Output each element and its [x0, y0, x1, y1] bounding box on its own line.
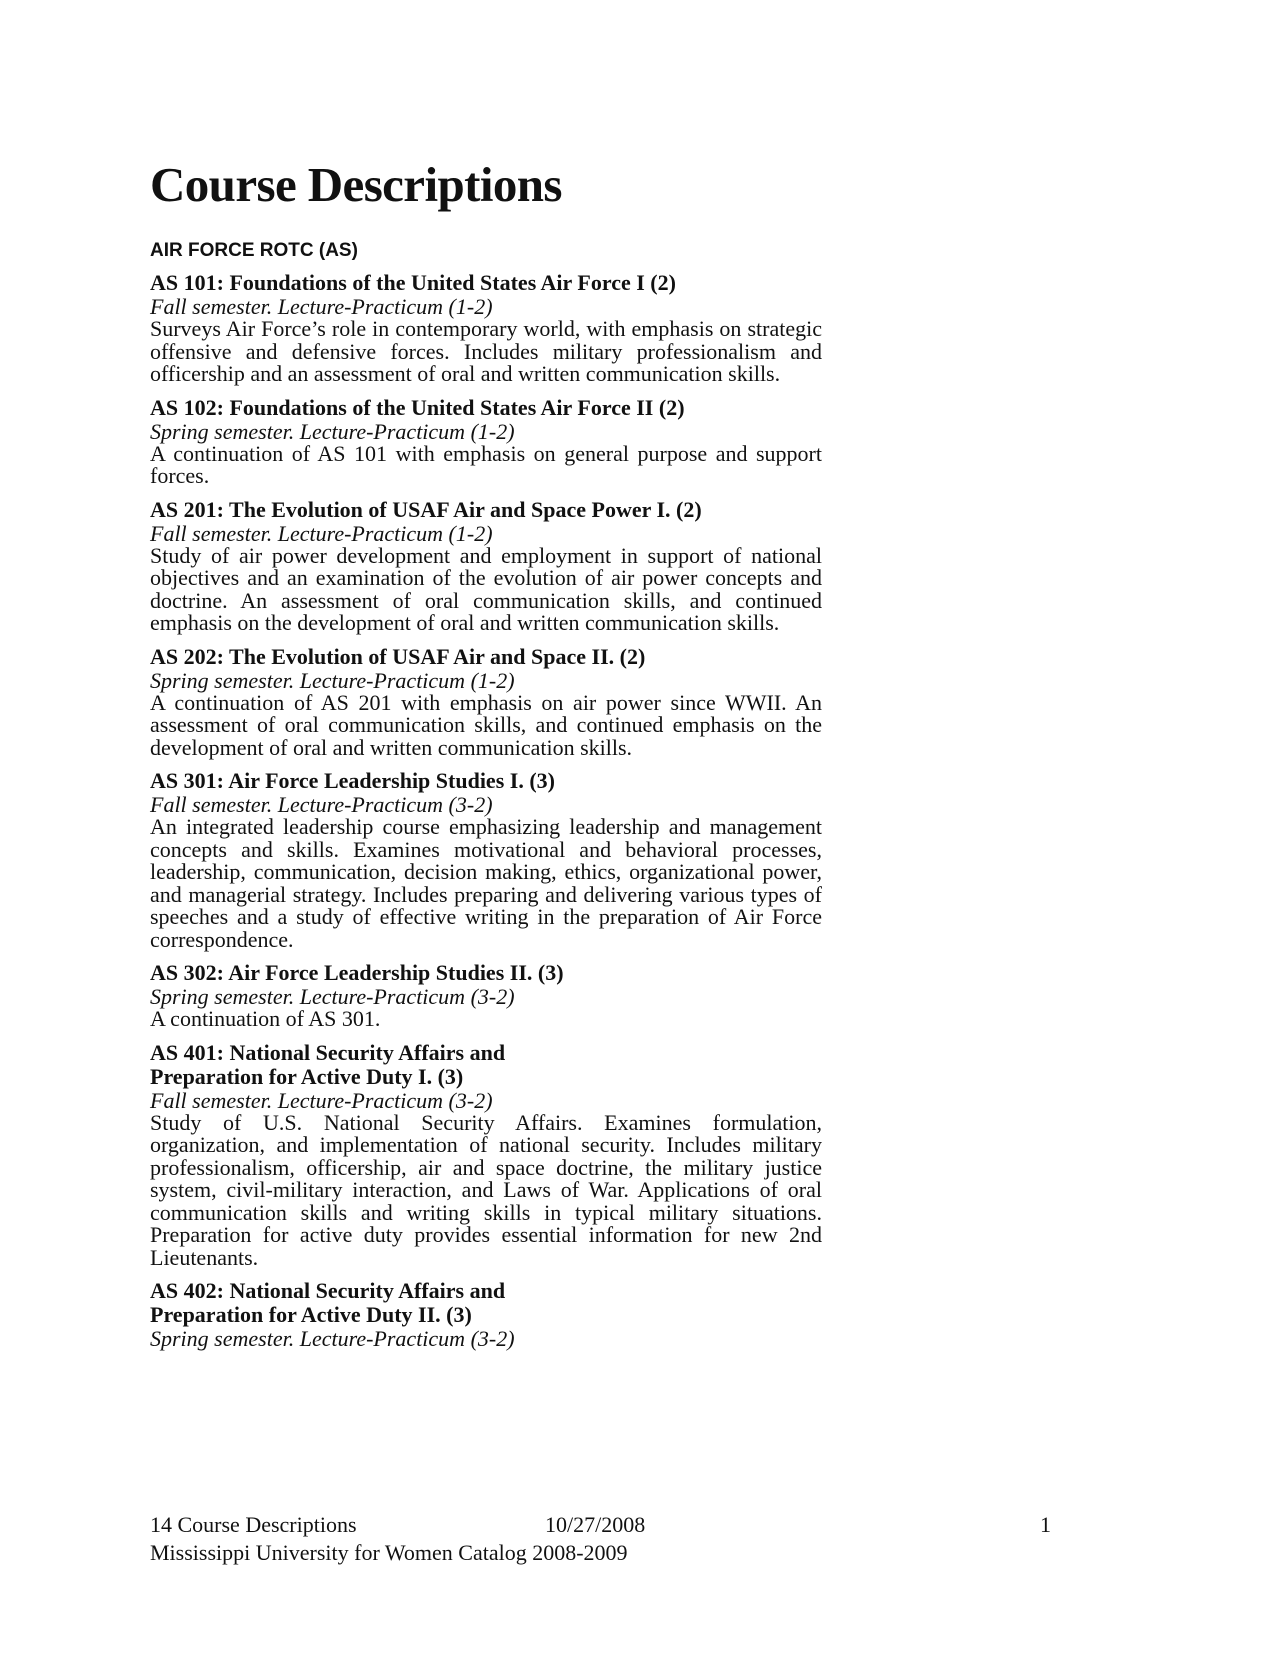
page-number: 1: [1040, 1512, 1051, 1537]
course-as-201: [150, 498, 822, 635]
footer-date: 10/27/2008: [545, 1512, 646, 1537]
section-heading: AIR FORCE ROTC (AS): [150, 240, 358, 261]
course-title: AS 301: Air Force Leadership Studies I. (3): [150, 768, 555, 793]
course-as-102: [150, 396, 822, 488]
course-schedule: Fall semester. Lecture-Practicum (3-2): [150, 1087, 493, 1113]
course-as-202: [150, 645, 822, 760]
course-title: AS 302: Air Force Leadership Studies II. (3): [150, 960, 564, 985]
course-schedule: Spring semester. Lecture-Practicum (1-2): [150, 418, 515, 444]
course-schedule: Spring semester. Lecture-Practicum (1-2): [150, 667, 515, 693]
course-title: AS 201: The Evolution of USAF Air and Space Power I. (2): [150, 496, 702, 522]
course-title: AS 401: National Security Affairs and: [150, 1039, 506, 1065]
course-schedule: Spring semester. Lecture-Practicum (3-2): [150, 984, 515, 1009]
footer-catalog-name: Mississippi University for Women Catalog 2008-2009: [150, 1540, 628, 1565]
footer-section-label: 14 Course Descriptions: [150, 1512, 357, 1537]
course-schedule: Fall semester. Lecture-Practicum (1-2): [150, 294, 493, 319]
course-as-101: [150, 271, 822, 386]
course-title-continued: Preparation for Active Duty I. (3): [150, 1063, 464, 1089]
course-description: A continuation of AS 101 with emphasis on general purpose and support forces.: [150, 440, 822, 488]
course-as-401: [150, 1041, 822, 1270]
course-description: A continuation of AS 201 with emphasis on air power since WWII. An assessment of oral communication skills, and continued emphasis on the development of oral and written communication skills.: [150, 689, 822, 760]
course-schedule: Fall semester. Lecture-Practicum (1-2): [150, 520, 493, 546]
page-title: Course Descriptions: [150, 157, 562, 212]
course-title: AS 101: Foundations of the United States Air Force I (2): [150, 270, 676, 295]
course-description: A continuation of AS 301.: [150, 1006, 381, 1031]
course-description: Study of U.S. National Security Affairs. Examines formulation, organization, and implementation of national security. Includes military professionalism, officership, air and space doctrine, the military justice system, civil-military interaction, and Laws of War. Applications of oral communication skills and writing skills in typical military situations. Preparation for active duty provides essential information for new 2nd Lieutenants.: [150, 1109, 822, 1270]
course-description: An integrated leadership course emphasizing leadership and management concepts and skills. Examines motivational and behavioral processes, leadership, communication, decision making, ethics, organizational power, and managerial strategy. Includes preparing and delivering various types of speeches and a study of effective writing in the preparation of Air Force correspondence.: [150, 814, 822, 952]
course-schedule: Fall semester. Lecture-Practicum (3-2): [150, 792, 493, 817]
course-title: AS 202: The Evolution of USAF Air and Space II. (2): [150, 643, 646, 669]
course-title: AS 402: National Security Affairs and: [150, 1278, 506, 1303]
course-title-continued: Preparation for Active Duty II. (3): [150, 1302, 472, 1327]
course-as-402: [150, 1279, 822, 1350]
course-as-301: [150, 769, 822, 951]
course-description: Surveys Air Force’s role in contemporary world, with emphasis on strategic offensive and defensive forces. Includes military professionalism and officership and an assessment of oral and written communication skills.: [150, 316, 822, 386]
course-list: [150, 271, 822, 1360]
course-title: AS 102: Foundations of the United States Air Force II (2): [150, 394, 685, 420]
course-as-302: [150, 961, 822, 1031]
course-description: Study of air power development and employment in support of national objectives and an examination of the evolution of air power concepts and doctrine. An assessment of oral communication skills, and continued emphasis on the development of oral and written communication skills.: [150, 542, 822, 635]
course-schedule: Spring semester. Lecture-Practicum (3-2): [150, 1326, 515, 1351]
